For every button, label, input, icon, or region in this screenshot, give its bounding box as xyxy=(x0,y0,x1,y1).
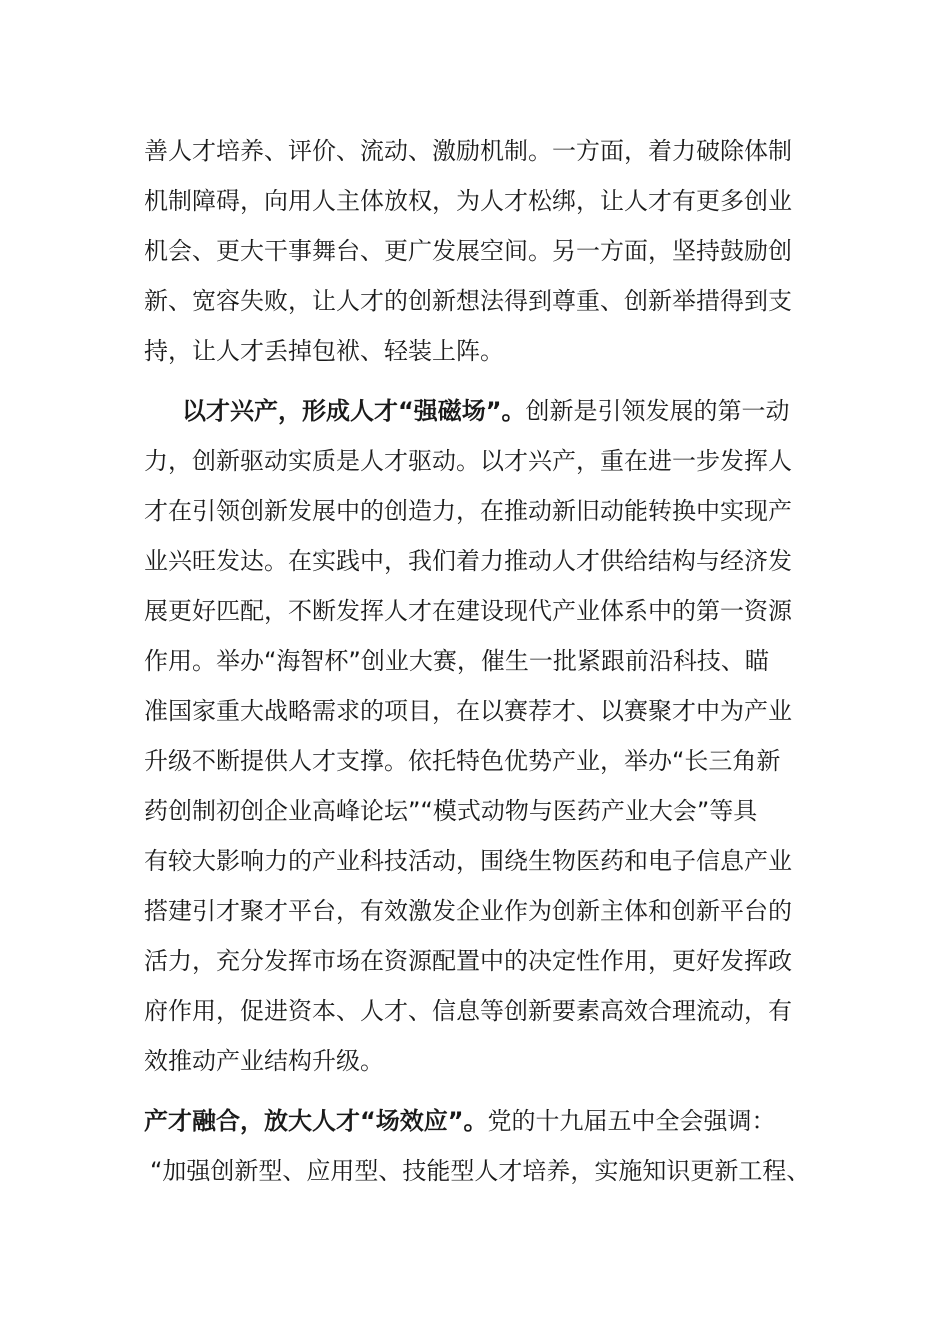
paragraph-line: 药创制初创企业高峰论坛”“模式动物与医药产业大会”等具 xyxy=(144,797,758,825)
paragraph-line: 搭建引才聚才平台，有效激发企业作为创新主体和创新平台的 xyxy=(144,897,792,925)
paragraph-line: 展更好匹配，不断发挥人才在建设现代产业体系中的第一资源 xyxy=(144,597,792,625)
paragraph-line: 持，让人才丢掉包袱、轻装上阵。 xyxy=(144,337,504,365)
paragraph-line: 府作用，促进资本、人才、信息等创新要素高效合理流动，有 xyxy=(144,997,792,1025)
paragraph-line: 效推动产业结构升级。 xyxy=(144,1047,384,1075)
paragraph-line: 升级不断提供人才支撑。依托特色优势产业，举办“长三角新 xyxy=(144,747,781,775)
paragraph-line: 有较大影响力的产业科技活动，围绕生物医药和电子信息产业 xyxy=(144,847,792,875)
paragraph-line: 准国家重大战略需求的项目，在以赛荐才、以赛聚才中为产业 xyxy=(144,697,792,725)
paragraph-line: 才在引领创新发展中的创造力，在推动新旧动能转换中实现产 xyxy=(144,497,792,525)
paragraph-line: 作用。举办“海智杯”创业大赛，催生一批紧跟前沿科技、瞄 xyxy=(144,647,769,675)
section-heading: 以才兴产，形成人才“强磁场”。 xyxy=(182,397,526,425)
paragraph-line: “加强创新型、应用型、技能型人才培养，实施知识更新工程、 xyxy=(150,1157,811,1185)
paragraph-line: 力，创新驱动实质是人才驱动。以才兴产，重在进一步发挥人 xyxy=(144,447,792,475)
paragraph-first-line xyxy=(182,391,822,431)
paragraph-first-line xyxy=(144,1101,824,1141)
paragraph-line: 业兴旺发达。在实践中，我们着力推动人才供给结构与经济发 xyxy=(144,547,792,575)
paragraph-line: 新、宽容失败，让人才的创新想法得到尊重、创新举措得到支 xyxy=(144,287,792,315)
paragraph-line: 机制障碍，向用人主体放权，为人才松绑，让人才有更多创业 xyxy=(144,187,792,215)
paragraph-line: 活力，充分发挥市场在资源配置中的决定性作用，更好发挥政 xyxy=(144,947,792,975)
paragraph-text: 创新是引领发展的第一动 xyxy=(525,397,790,425)
paragraph-text: 党的十九届五中全会强调： xyxy=(487,1107,776,1135)
paragraph-line: 机会、更大干事舞台、更广发展空间。另一方面，坚持鼓励创 xyxy=(144,237,792,265)
section-heading: 产才融合，放大人才“场效应”。 xyxy=(144,1107,488,1135)
paragraph-line: 善人才培养、评价、流动、激励机制。一方面，着力破除体制 xyxy=(144,137,792,165)
